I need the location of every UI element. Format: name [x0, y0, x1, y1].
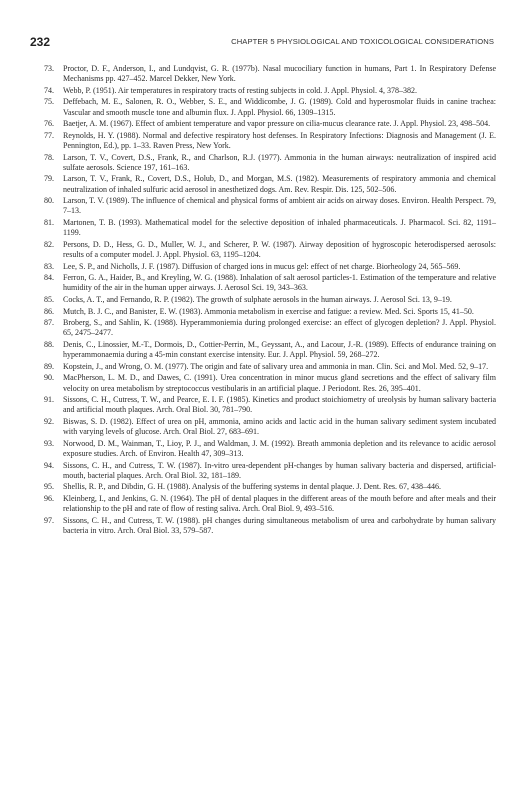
reference-item: [30, 373, 496, 393]
reference-item: [30, 461, 496, 481]
reference-number: 95.: [44, 482, 54, 492]
reference-item: [30, 494, 496, 514]
reference-text: Reynolds, H. Y. (1988). Normal and defective respiratory host defenses. In Respiratory Infections: Diagnosis and Management (J. E. Pennington, Ed.), pp. 1–33. Raven Press, New York.: [63, 130, 496, 150]
reference-number: 87.: [44, 318, 54, 328]
reference-item: [30, 307, 496, 317]
reference-number: 84.: [44, 273, 54, 283]
reference-number: 78.: [44, 152, 54, 162]
reference-item: [30, 318, 496, 338]
reference-text: Larson, T. V. (1989). The influence of chemical and physical forms of ambient air acids on airway doses. Environ. Health Perspect. 79, 7–13.: [63, 196, 496, 216]
reference-number: 86.: [44, 306, 54, 316]
reference-number: 83.: [44, 261, 54, 271]
reference-item: [30, 174, 496, 194]
reference-text: Kopstein, J., and Wrong, O. M. (1977). The origin and fate of salivary urea and ammonia in man. Clin. Sci. and Mol. Med. 52, 9–17.: [63, 361, 489, 371]
reference-item: [30, 240, 496, 260]
reference-number: 74.: [44, 85, 54, 95]
reference-text: Larson, T. V., Covert, D.S., Frank, R., and Charlson, R.J. (1977). Ammonia in the human airways: neutralization of inspired acid sulfate aerosols. Science 197, 161–163.: [63, 152, 496, 172]
reference-item: [30, 439, 496, 459]
reference-number: 79.: [44, 174, 54, 184]
reference-item: [30, 482, 496, 492]
reference-item: [30, 295, 496, 305]
reference-item: [30, 340, 496, 360]
reference-text: Ferron, G. A., Haider, B., and Kreyling, W. G. (1988). Inhalation of salt aerosol particles-1. Estimation of the temperature and relative humidity of the air in the human upper airways. J. Aerosol Sci. 19, 343–363.: [63, 273, 496, 293]
reference-item: [30, 395, 496, 415]
reference-number: 82.: [44, 239, 54, 249]
reference-item: [30, 218, 496, 238]
reference-text: Sissons, C. H., Cutress, T. W., and Pearce, E. I. F. (1985). Kinetics and product stoichiometry of ureolysis by human salivary bacteria and artificial mouth plaques. Arch. Oral Biol. 30, 781–790.: [63, 395, 496, 415]
reference-item: [30, 516, 496, 536]
reference-list: [30, 64, 496, 538]
reference-number: 81.: [44, 217, 54, 227]
reference-item: [30, 273, 496, 293]
reference-text: Martonen, T. B. (1993). Mathematical model for the selective deposition of inhaled pharmaceuticals. J. Pharmacol. Sci. 82, 1191–1199.: [63, 217, 496, 238]
reference-number: 85.: [44, 294, 54, 304]
reference-text: Shellis, R. P., and Dibdin, G. H. (1988). Analysis of the buffering systems in dental plaque. J. Dent. Res. 67, 438–446.: [63, 482, 442, 492]
reference-item: [30, 362, 496, 372]
reference-text: Mutch, B. J. C., and Banister, E. W. (1983). Ammonia metabolism in exercise and fatigue: a review. Med. Sci. Sports 15, 41–50.: [63, 306, 474, 316]
reference-item: [30, 262, 496, 272]
reference-number: 89.: [44, 361, 54, 371]
reference-text: Denis, C., Linossier, M.-T., Dormois, D., Cottier-Perrin, M., Geyssant, A., and Lacour, J.-R. (1989). Effects of endurance training on hyperammonaemia during a 45-min constant exercise intensity. Eur. J. Appl. Physiol. 59, 268–272.: [63, 339, 496, 360]
reference-item: [30, 119, 496, 129]
reference-item: [30, 153, 496, 173]
reference-text: Persons, D. D., Hess, G. D., Muller, W. J., and Scherer, P. W. (1987). Airway deposition of hygroscopic heterodispersed aerosols: results of a computer model. J. Appl. Physiol. 63, 1195–1204.: [63, 239, 496, 259]
reference-number: 97.: [44, 515, 54, 525]
reference-item: [30, 131, 496, 151]
reference-number: 91.: [44, 395, 54, 405]
reference-text: Sissons, C. H., and Cutress, T. W. (1988). pH changes during simultaneous metabolism of urea and carbohydrate by human salivary bacteria in vitro. Arch. Oral Biol. 33, 579–587.: [63, 515, 496, 535]
reference-number: 77.: [44, 130, 54, 140]
reference-text: Deffebach, M. E., Salonen, R. O., Webber, S. E., and Widdicombe, J. G. (1989). Cold and hyperosmolar fluids in canine trachea: Vascular and smooth muscle tone and albumin flux. J. Appl. Physiol. 66, 1309–1315.: [63, 97, 496, 117]
reference-text: MacPherson, L. M. D., and Dawes, C. (1991). Urea concentration in minor mucus gland secretions and the effect of salivary film velocity on urea metabolism by streptococcus vestibularis in an artificial plaque. J Periodont. Res. 26, 395–401.: [63, 373, 496, 393]
reference-number: 76.: [44, 119, 54, 129]
reference-number: 93.: [44, 438, 54, 448]
reference-number: 92.: [44, 416, 54, 426]
reference-item: [30, 196, 496, 216]
reference-text: Baetjer, A. M. (1967). Effect of ambient temperature and vapor pressure on cilia-mucus clearance rate. J. Appl. Physiol. 23, 498–504.: [63, 119, 491, 129]
reference-number: 75.: [44, 97, 54, 107]
reference-text: Broberg, S., and Sahlin, K. (1988). Hyperammoniemia during prolonged exercise: an effect of glycogen depletion? J. Appl. Physiol. 65, 2475–2477.: [63, 318, 496, 338]
reference-text: Norwood, D. M., Wainman, T., Lioy, P. J., and Waldman, J. M. (1992). Breath ammonia depletion and its relevance to acidic aerosol exposure studies. Arch. of Environ. Health 47, 309–313.: [63, 438, 496, 458]
page-number: 232: [30, 35, 51, 49]
reference-text: Proctor, D. F., Anderson, I., and Lundqvist, G. R. (1977b). Nasal mucociliary function in humans, Part 1. In Respiratory Defense Mechanisms pp. 427–452. Marcel Dekker, New York.: [63, 64, 496, 84]
reference-number: 73.: [44, 64, 54, 73]
reference-text: Sissons, C. H., and Cutress, T. W. (1987). In-vitro urea-dependent pH-changes by human salivary bacteria and dispersed, artificial-mouth, bacterial plaques. Arch. Oral Biol. 32, 181–189.: [63, 460, 496, 480]
reference-item: [30, 86, 496, 96]
reference-text: Kleinberg, I., and Jenkins, G. N. (1964). The pH of dental plaques in the different areas of the mouth before and after meals and their relationship to the pH and rate of flow of resting saliva. Arch. Oral Biol. 9, 493–516.: [63, 493, 496, 514]
reference-text: Lee, S. P., and Nicholls, J. F. (1987). Diffusion of charged ions in mucus gel: effect of net charge. Biorheology 24, 565–569.: [63, 261, 461, 271]
reference-number: 90.: [44, 373, 54, 383]
reference-number: 88.: [44, 339, 54, 349]
reference-number: 96.: [44, 493, 54, 503]
reference-item: [30, 64, 496, 84]
reference-text: Larson, T. V., Frank, R., Covert, D.S., Holub, D., and Morgan, M.S. (1982). Measurements of respiratory ammonia and chemical neutralization of inhaled sulfuric acid aerosol in anesthetized dogs. Am. Rev. Respir. Dis. 125, 502–506.: [63, 174, 496, 194]
running-title: CHAPTER 5 PHYSIOLOGICAL AND TOXICOLOGICAL CONSIDERATIONS: [231, 37, 494, 46]
reference-text: Biswas, S. D. (1982). Effect of urea on pH, ammonia, amino acids and lactic acid in the human salivary sediment system incubated with varying levels of glucose. Arch. Oral Biol. 27, 683–691.: [63, 416, 496, 437]
reference-text: Cocks, A. T., and Fernando, R. P. (1982). The growth of sulphate aerosols in the human airways. J. Aerosol Sci. 13, 9–19.: [63, 294, 452, 304]
reference-item: [30, 417, 496, 437]
reference-number: 94.: [44, 460, 54, 470]
reference-number: 80.: [44, 196, 54, 206]
reference-item: [30, 97, 496, 117]
page-header: [30, 35, 494, 49]
reference-text: Webb, P. (1951). Air temperatures in respiratory tracts of resting subjects in cold. J. Appl. Physiol. 4, 378–382.: [63, 85, 417, 95]
